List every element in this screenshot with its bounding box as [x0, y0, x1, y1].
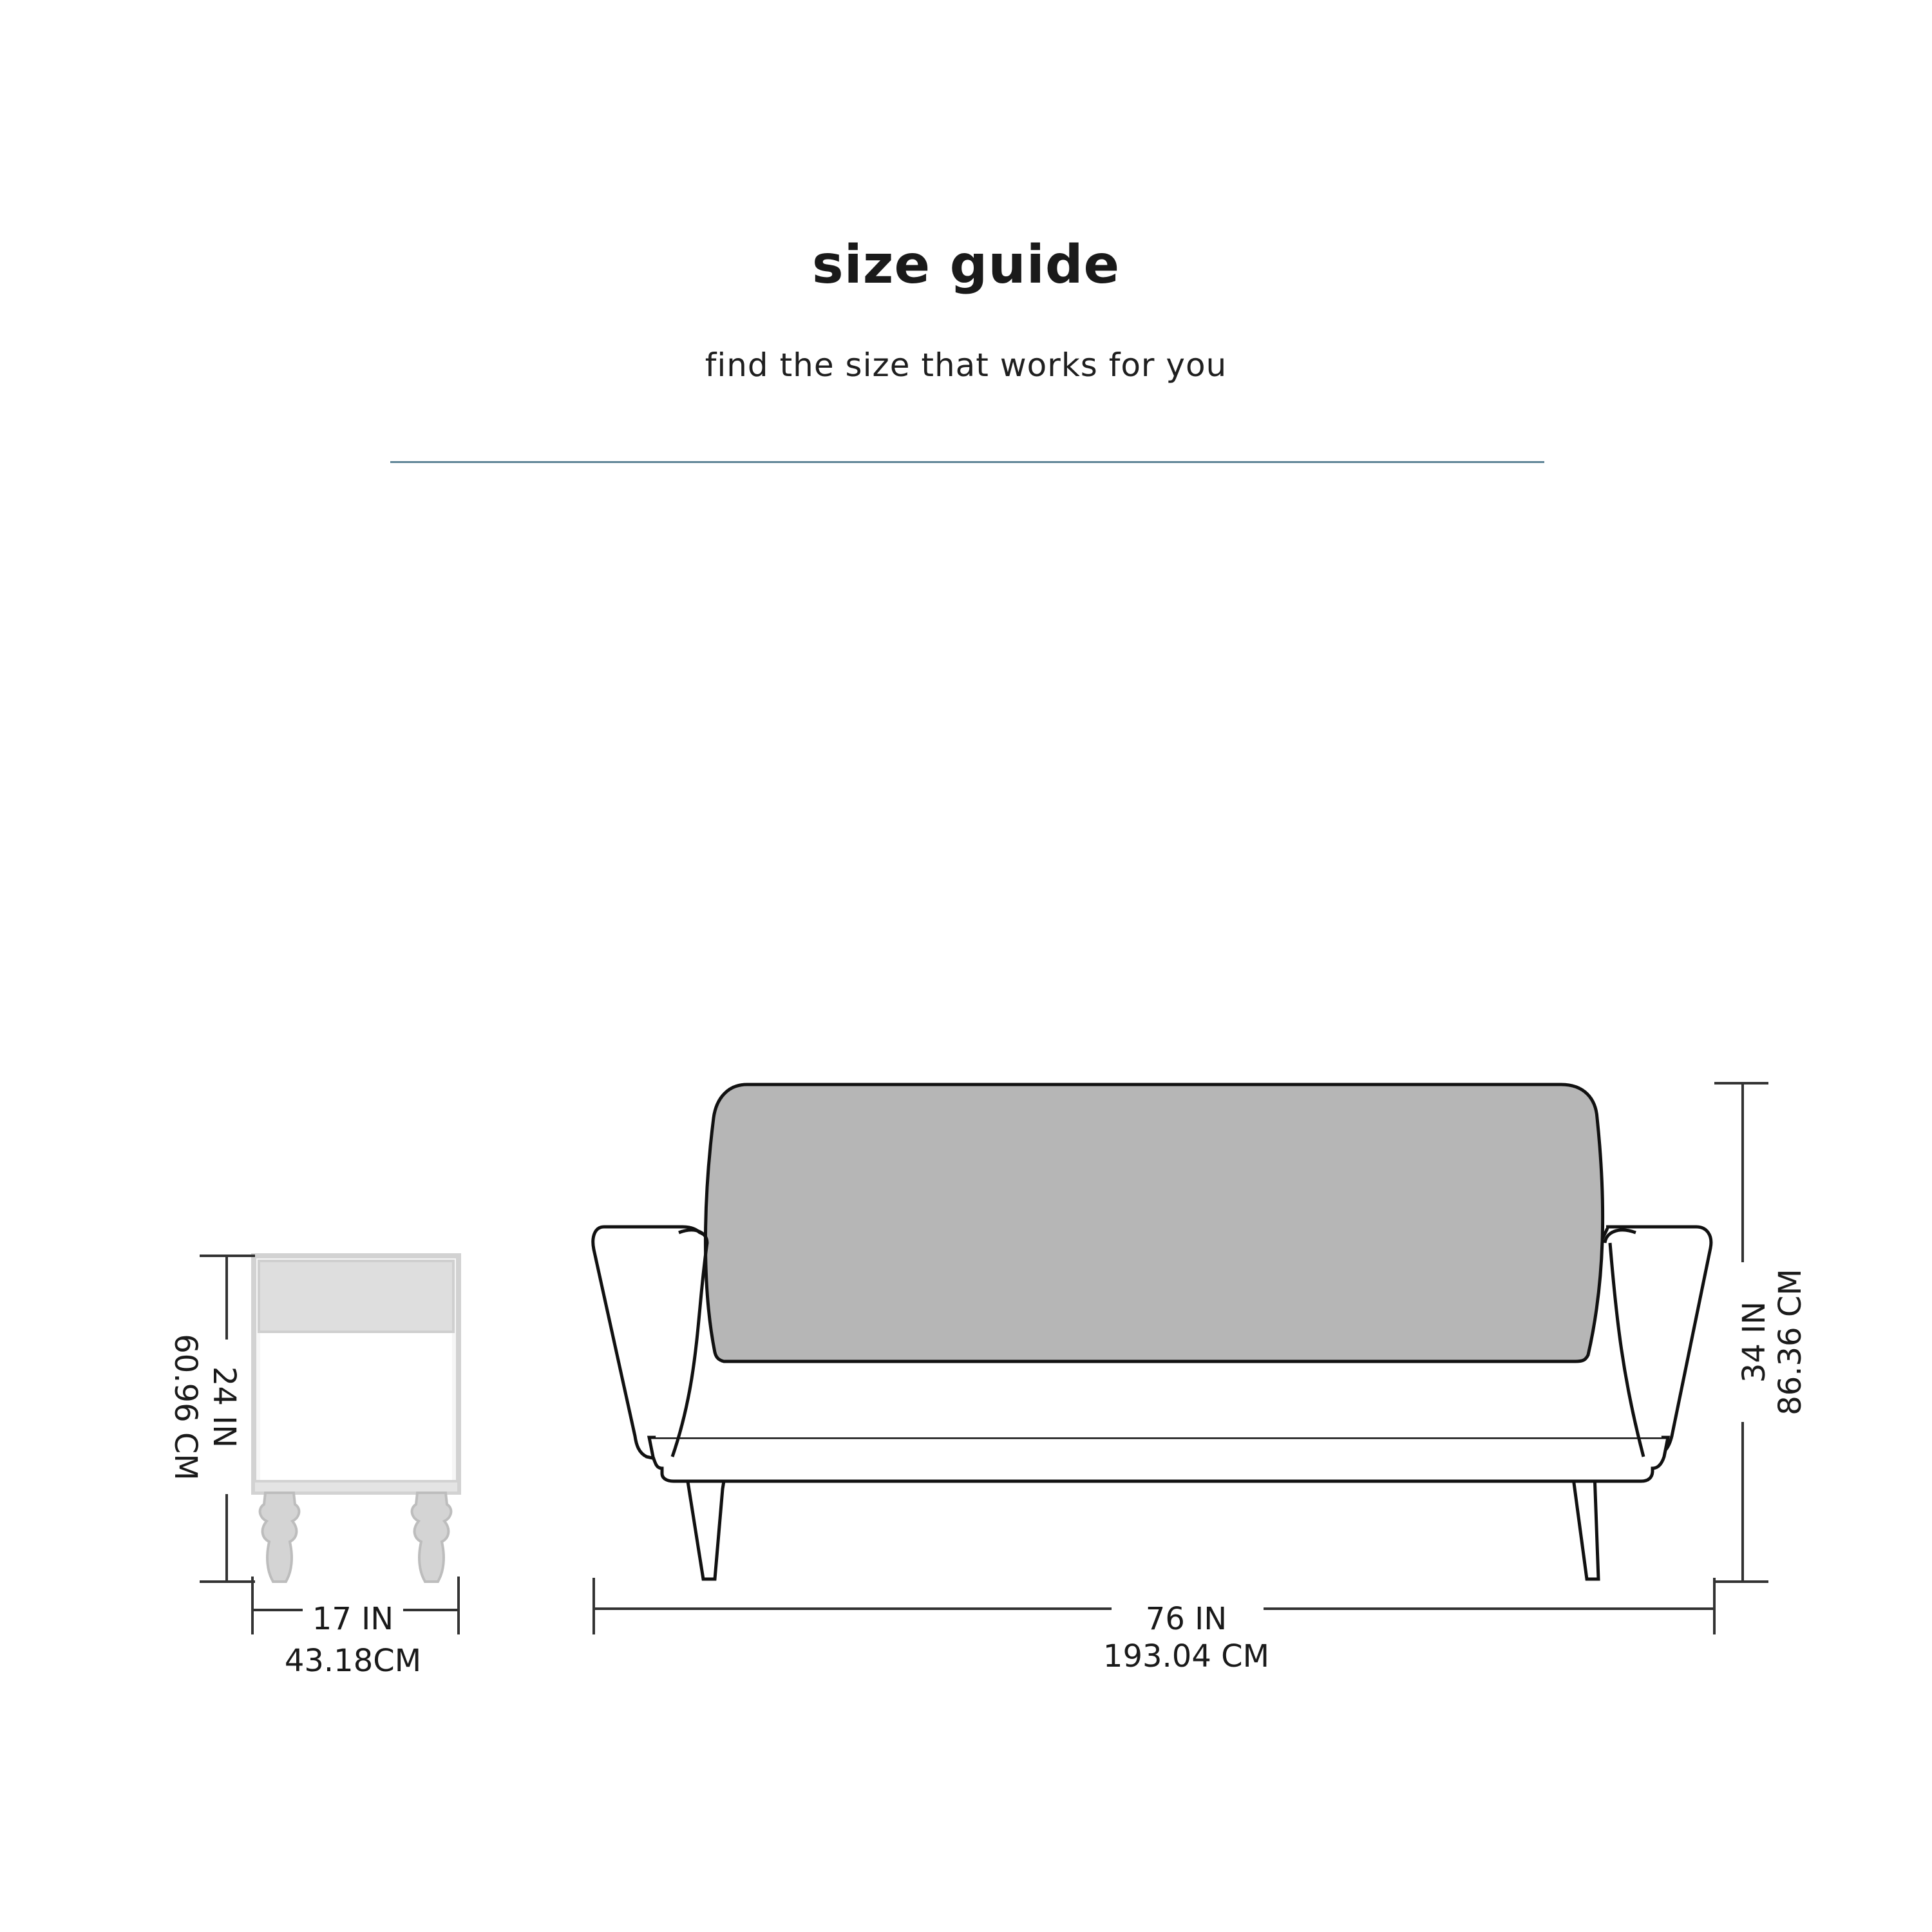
sofa-width-in: 76 IN — [1145, 1601, 1227, 1637]
sofa-leg-left — [687, 1473, 725, 1579]
nightstand-leg-left — [260, 1493, 299, 1582]
sofa-leg-right — [1573, 1473, 1598, 1579]
sofa-seat-base — [649, 1437, 1668, 1481]
nightstand-height-in: 24 IN — [206, 1366, 242, 1448]
sofa-illustration — [593, 1084, 1711, 1579]
sofa-back-cushion — [705, 1084, 1602, 1361]
nightstand-illustration — [254, 1256, 459, 1582]
sofa-height-cm: 86.36 CM — [1772, 1269, 1808, 1416]
page-subtitle: find the size that works for you — [705, 346, 1227, 384]
nightstand-height-cm: 60.96 CM — [167, 1334, 204, 1481]
nightstand-base — [254, 1481, 459, 1493]
sofa-width-cm: 193.04 CM — [1103, 1638, 1270, 1674]
nightstand-width-in: 17 IN — [312, 1601, 394, 1637]
sofa-height-in: 34 IN — [1736, 1301, 1772, 1383]
nightstand-drawer — [259, 1261, 453, 1332]
nightstand-leg-right — [412, 1493, 451, 1582]
nightstand-cubby — [260, 1333, 452, 1486]
nightstand-width-cm: 43.18CM — [284, 1643, 422, 1679]
page-title: size guide — [811, 234, 1121, 296]
